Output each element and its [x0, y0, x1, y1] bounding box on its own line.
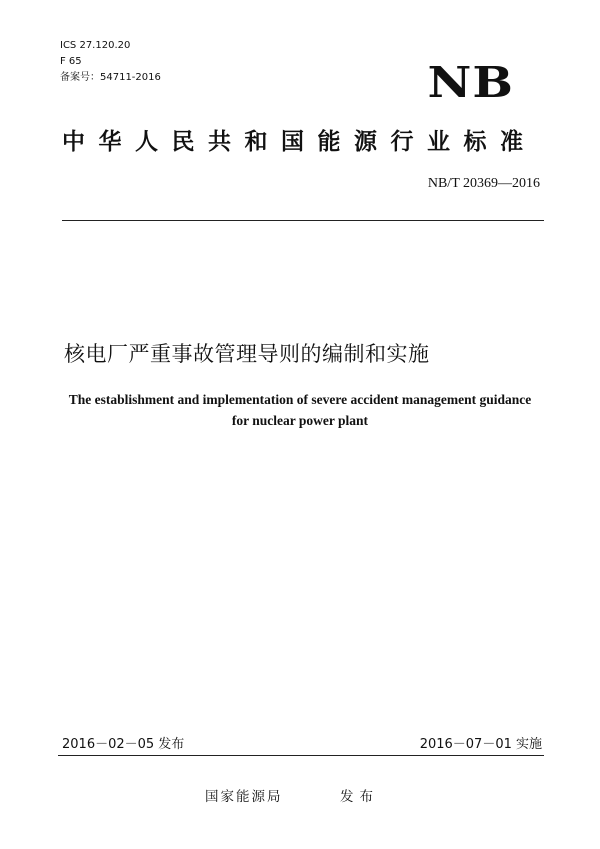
record-number: 备案号：54711-2016	[60, 72, 161, 83]
document-title-en-line1: The establishment and implementation of severe accident management guidance	[68, 392, 532, 407]
bottom-divider	[58, 755, 544, 756]
issue-date: 2016－02－05 发布	[62, 737, 185, 752]
ccs-code: F 65	[60, 56, 82, 67]
top-divider	[62, 220, 544, 221]
document-title-cn: 核电厂严重事故管理导则的编制和实施	[64, 342, 430, 366]
effective-date: 2016－07－01 实施	[419, 737, 542, 752]
publish-label: 发布	[340, 789, 379, 805]
nb-logo: NB	[427, 58, 514, 108]
standard-category-title: 中华人民共和国能源行业标准	[62, 129, 537, 155]
publisher-name: 国家能源局	[205, 789, 283, 805]
standard-number: NB/T 20369—2016	[427, 176, 540, 191]
document-title-en-line2: for nuclear power plant	[231, 413, 369, 428]
ics-code: ICS 27.120.20	[60, 40, 131, 51]
